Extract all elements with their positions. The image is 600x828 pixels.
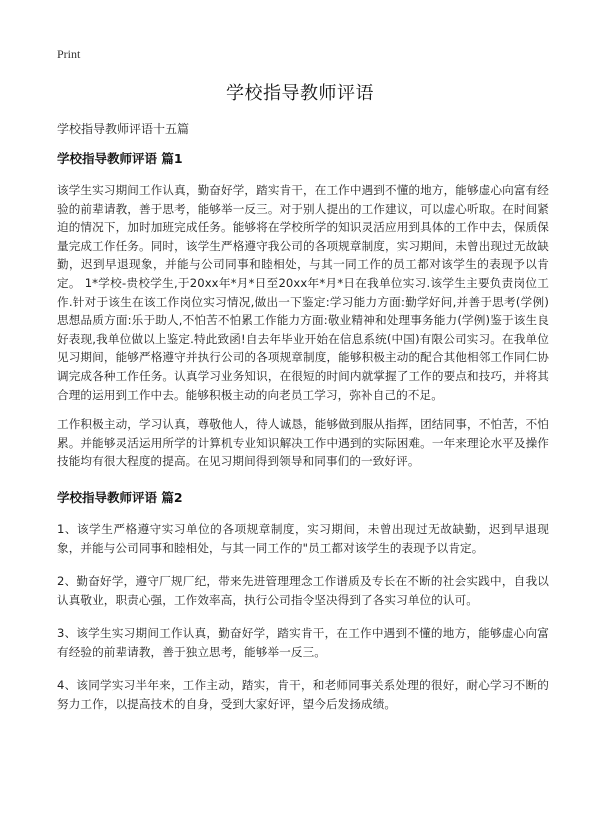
paragraph: 1、该学生严格遵守实习单位的各项规章制度，实习期间，未曾出现过无故缺勤，迟到早退现象，并能与公司同事和睦相处，与其一同工作的"员工都对该学生的表现予以肯定。 — [57, 521, 549, 555]
paragraph: 该学生实习期间工作认真，勤奋好学，踏实肯干，在工作中遇到不懂的地方，能够虚心向富有经验的前辈请教，善于思考，能够举一反三。对于别人提出的工作建议，可以虚心听取。在时间紧迫的情况下，加时加班完成任务。能够将在学校所学的知识灵活应用到具体的工作中去，保质保量完成工作任务。同时，该学生严格遵守我公司的各项规章制度，实习期间，未曾出现过无故缺勤，迟到早退现象，并能与公司同事和睦相处，与其一同工作的员工都对该学生的表现予以肯定。 1*学校-贵校学生,于20xx年*月*日至20xx年*月*日在我单位实习.该学生主要负责岗位工作.针对于该生在该工作岗位实习情况,做出一下鉴定:学习能力方面:勤学好问,并善于思考(学例)思想品质方面:乐于助人,不怕苦不怕累工作能力方面:敬业精神和处理事务能力(学例)鉴于该生良好表现,我单位做以上鉴定.特此致函!自去年毕业开始在信息系统(中国)有限公司实习。在我单位见习期间，能够严格遵守并执行公司的各项规章制度，能够积极主动的配合其他相邻工作同仁协调完成各种工作任务。认真学习业务知识，在很短的时间内就掌握了工作的要点和技巧，并将其合理的运用到工作中去。能够积极主动的向老员工学习，弥补自己的不足。 — [57, 183, 549, 402]
section-2 — [57, 488, 549, 714]
page-title: 学校指导教师评语 — [226, 83, 374, 104]
paragraph: 3、该学生实习期间工作认真，勤奋好学，踏实肯干，在工作中遇到不懂的地方，能够虚心向富有经验的前辈请教，善于独立思考，能够举一反三。 — [57, 626, 549, 659]
page-subtitle: 学校指导教师评语十五篇 — [57, 122, 190, 136]
section-heading: 学校指导教师评语 篇1 — [57, 151, 183, 166]
paragraph: 4、该同学实习半年来，工作主动，踏实，肯干，和老师同事关系处理的很好，耐心学习不断的努力工作，以提高技术的自身，受到大家好评，望今后发扬成绩。 — [57, 678, 549, 712]
print-link[interactable]: Print — [57, 47, 81, 61]
section-heading: 学校指导教师评语 篇2 — [57, 489, 183, 505]
section-1 — [57, 149, 549, 471]
paragraph: 工作积极主动，学习认真，尊敬他人，待人诚恳，能够做到服从指挥，团结同事，不怕苦，不怕累。并能够灵活运用所学的计算机专业知识解决工作中遇到的实际困难。一年来理论水平及操作技能均有很大程度的提高。在见习期间得到领导和同事们的一致好评。 — [57, 417, 549, 469]
article-body — [57, 149, 549, 729]
paragraph: 2、勤奋好学，遵守厂规厂纪，带来先进管理理念工作谱质及专长在不断的社会实践中，自我以认真敬业，职责心强，工作效率高，执行公司指令坚决得到了各实习单位的认可。 — [57, 574, 549, 607]
